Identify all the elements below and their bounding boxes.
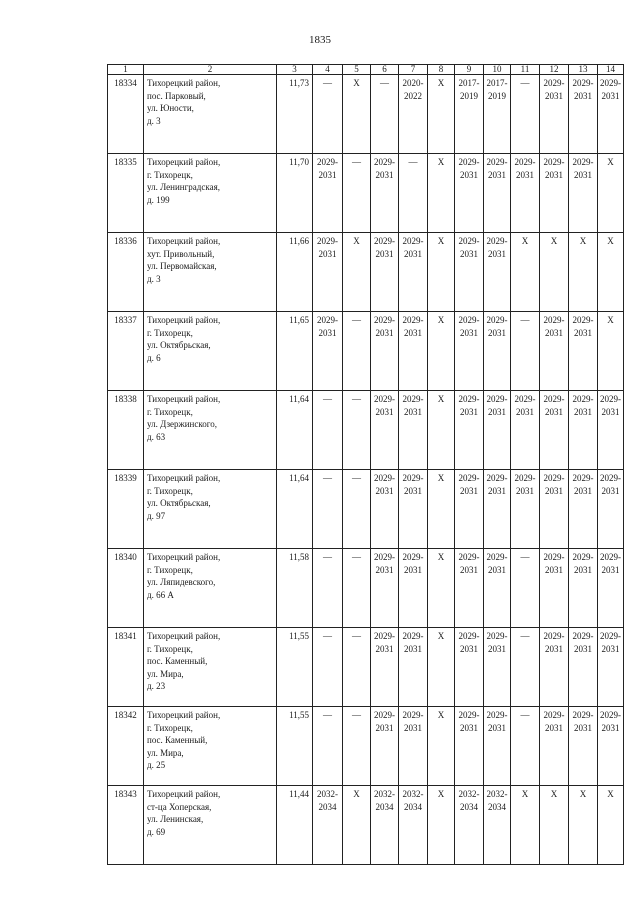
record-number: 18343 (108, 786, 144, 865)
period-cell: 2029- 2031 (371, 628, 399, 707)
column-number-header: 4 (313, 65, 343, 75)
area-value: 11,44 (277, 786, 313, 865)
column-number-header: 6 (371, 65, 399, 75)
period-cell: — (399, 154, 428, 233)
address-line: д. 69 (147, 826, 166, 837)
area-value: 11,55 (277, 628, 313, 707)
address-line: Тихорецкий район, (147, 157, 221, 167)
period-cell: 2029- 2031 (511, 470, 540, 549)
period-cell: 2029- 2031 (313, 312, 343, 391)
column-number-header: 13 (569, 65, 598, 75)
period-cell: 2029- 2031 (540, 549, 569, 628)
address-line: пос. Каменный, (147, 735, 208, 745)
address-line: Тихорецкий район, (147, 78, 221, 88)
period-cell: — (313, 391, 343, 470)
period-cell: X (428, 549, 455, 628)
column-number-header: 3 (277, 65, 313, 75)
period-cell: 2029- 2031 (569, 628, 598, 707)
period-cell: 2029- 2031 (569, 549, 598, 628)
address-cell (144, 75, 277, 154)
address-line: пос. Парковый, (147, 90, 206, 101)
period-cell: X (428, 154, 455, 233)
address-line: пос. Каменный, (147, 656, 208, 666)
period-cell: 2029- 2031 (399, 312, 428, 391)
area-value: 11,70 (277, 154, 313, 233)
address-cell (144, 786, 277, 865)
table-row (108, 154, 624, 233)
address-line: г. Тихорецк, (147, 722, 193, 733)
period-cell: 2029- 2031 (540, 75, 569, 154)
period-cell: 2032- 2034 (313, 786, 343, 865)
period-cell: X (598, 786, 624, 865)
column-number-header: 14 (598, 65, 624, 75)
period-cell: — (313, 75, 343, 154)
period-cell: — (511, 75, 540, 154)
period-cell: X (598, 233, 624, 312)
address-line: Тихорецкий район, (147, 315, 221, 325)
period-cell: 2029- 2031 (511, 154, 540, 233)
period-cell: X (569, 786, 598, 865)
address-line: г. Тихорецк, (147, 564, 193, 575)
register-table (107, 64, 624, 865)
period-cell: 2029- 2031 (598, 549, 624, 628)
address-line: г. Тихорецк, (147, 485, 193, 496)
period-cell: 2029- 2031 (569, 470, 598, 549)
column-number-header: 10 (484, 65, 511, 75)
column-number-header: 9 (455, 65, 484, 75)
area-value: 11,64 (277, 470, 313, 549)
period-cell: 2029- 2031 (598, 75, 624, 154)
period-cell: 2029- 2031 (484, 233, 511, 312)
period-cell: 2029- 2031 (371, 707, 399, 786)
table-row (108, 707, 624, 786)
address-line: Тихорецкий район, (147, 552, 221, 562)
period-cell: — (511, 312, 540, 391)
address-cell (144, 707, 277, 786)
column-number-header: 2 (144, 65, 277, 75)
period-cell: — (313, 628, 343, 707)
address-line: Тихорецкий район, (147, 789, 221, 799)
period-cell: 2029- 2031 (484, 312, 511, 391)
column-number-header: 12 (540, 65, 569, 75)
period-cell: X (428, 470, 455, 549)
period-cell: 2029- 2031 (313, 233, 343, 312)
period-cell: 2029- 2031 (399, 391, 428, 470)
period-cell: 2029- 2031 (371, 470, 399, 549)
address-line: Тихорецкий район, (147, 631, 221, 641)
record-number: 18342 (108, 707, 144, 786)
period-cell: X (511, 233, 540, 312)
period-cell: 2029- 2031 (455, 391, 484, 470)
period-cell: 2029- 2031 (540, 628, 569, 707)
period-cell: X (428, 391, 455, 470)
address-line: ул. Дзержинского, (147, 419, 217, 429)
record-number: 18335 (108, 154, 144, 233)
period-cell: 2029- 2031 (484, 707, 511, 786)
period-cell: X (598, 154, 624, 233)
period-cell: — (343, 707, 371, 786)
period-cell: X (428, 628, 455, 707)
address-line: д. 6 (147, 352, 161, 363)
period-cell: 2029- 2031 (540, 154, 569, 233)
address-line: г. Тихорецк, (147, 169, 193, 180)
period-cell: 2017- 2019 (484, 75, 511, 154)
period-cell: 2029- 2031 (399, 628, 428, 707)
period-cell: 2029- 2031 (371, 391, 399, 470)
address-line: д. 25 (147, 760, 166, 770)
column-number-header: 5 (343, 65, 371, 75)
address-line: г. Тихорецк, (147, 406, 193, 417)
header-row (108, 65, 624, 75)
address-line: д. 3 (147, 115, 161, 126)
period-cell: — (343, 391, 371, 470)
period-cell: X (428, 312, 455, 391)
column-number-header: 7 (399, 65, 428, 75)
period-cell: — (343, 470, 371, 549)
table-row (108, 786, 624, 865)
area-value: 11,73 (277, 75, 313, 154)
area-value: 11,64 (277, 391, 313, 470)
period-cell: X (343, 233, 371, 312)
period-cell: X (511, 786, 540, 865)
table-row (108, 75, 624, 154)
period-cell: 2029- 2031 (399, 233, 428, 312)
period-cell: 2029- 2031 (484, 628, 511, 707)
period-cell: X (428, 75, 455, 154)
period-cell: 2029- 2031 (540, 470, 569, 549)
address-line: ул. Октябрьская, (147, 340, 211, 350)
column-number-header: 8 (428, 65, 455, 75)
address-line: ул. Октябрьская, (147, 498, 211, 508)
table-row (108, 549, 624, 628)
period-cell: — (371, 75, 399, 154)
period-cell: X (540, 233, 569, 312)
record-number: 18336 (108, 233, 144, 312)
record-number: 18334 (108, 75, 144, 154)
address-line: г. Тихорецк, (147, 643, 193, 654)
period-cell: 2029- 2031 (371, 233, 399, 312)
period-cell: 2029- 2031 (598, 628, 624, 707)
column-number-header: 11 (511, 65, 540, 75)
period-cell: — (343, 549, 371, 628)
period-cell: — (343, 312, 371, 391)
period-cell: 2029- 2031 (569, 391, 598, 470)
address-line: д. 23 (147, 681, 166, 691)
period-cell: — (313, 470, 343, 549)
period-cell: — (313, 549, 343, 628)
address-cell (144, 549, 277, 628)
table-row (108, 312, 624, 391)
address-line: ул. Ленинградская, (147, 182, 220, 192)
address-line: д. 66 А (147, 589, 174, 600)
period-cell: X (428, 786, 455, 865)
address-line: ул. Ляпидевского, (147, 577, 216, 587)
period-cell: 2029- 2031 (399, 470, 428, 549)
period-cell: 2032- 2034 (399, 786, 428, 865)
record-number: 18340 (108, 549, 144, 628)
address-line: ул. Первомайская, (147, 261, 217, 271)
table-row (108, 391, 624, 470)
address-cell (144, 233, 277, 312)
period-cell: — (343, 628, 371, 707)
period-cell: 2029- 2031 (540, 312, 569, 391)
period-cell: — (343, 154, 371, 233)
address-line: д. 199 (147, 194, 170, 205)
address-line: г. Тихорецк, (147, 327, 193, 338)
period-cell: 2029- 2031 (484, 154, 511, 233)
address-cell (144, 312, 277, 391)
period-cell: X (343, 786, 371, 865)
period-cell: 2029- 2031 (484, 549, 511, 628)
period-cell: X (598, 312, 624, 391)
address-line: хут. Привольный, (147, 248, 215, 259)
address-line: ст-ца Хоперская, (147, 801, 212, 812)
area-value: 11,66 (277, 233, 313, 312)
period-cell: 2029- 2031 (455, 549, 484, 628)
period-cell: — (313, 707, 343, 786)
period-cell: 2029- 2031 (371, 312, 399, 391)
period-cell: 2029- 2031 (455, 707, 484, 786)
area-value: 11,65 (277, 312, 313, 391)
period-cell: 2032- 2034 (455, 786, 484, 865)
table-row (108, 470, 624, 549)
period-cell: 2029- 2031 (455, 233, 484, 312)
period-cell: 2020- 2022 (399, 75, 428, 154)
period-cell: X (428, 707, 455, 786)
address-line: Тихорецкий район, (147, 236, 221, 246)
address-line: Тихорецкий район, (147, 473, 221, 483)
period-cell: 2029- 2031 (598, 470, 624, 549)
address-line: д. 97 (147, 510, 166, 521)
address-line: ул. Мира, (147, 747, 184, 758)
record-number: 18338 (108, 391, 144, 470)
period-cell: 2029- 2031 (313, 154, 343, 233)
address-cell (144, 391, 277, 470)
address-cell (144, 628, 277, 707)
address-line: ул. Ленинская, (147, 814, 204, 824)
page-number: 1835 (309, 34, 331, 46)
area-value: 11,58 (277, 549, 313, 628)
record-number: 18337 (108, 312, 144, 391)
period-cell: 2029- 2031 (540, 391, 569, 470)
period-cell: 2029- 2031 (484, 470, 511, 549)
period-cell: 2029- 2031 (598, 707, 624, 786)
period-cell: 2029- 2031 (455, 470, 484, 549)
address-line: д. 3 (147, 273, 161, 284)
period-cell: 2029- 2031 (540, 707, 569, 786)
period-cell: 2032- 2034 (371, 786, 399, 865)
period-cell: X (540, 786, 569, 865)
period-cell: 2029- 2031 (399, 549, 428, 628)
address-line: ул. Юности, (147, 103, 194, 113)
address-line: Тихорецкий район, (147, 710, 221, 720)
table-row (108, 233, 624, 312)
period-cell: X (428, 233, 455, 312)
period-cell: 2029- 2031 (569, 707, 598, 786)
period-cell: X (569, 233, 598, 312)
record-number: 18341 (108, 628, 144, 707)
period-cell: 2029- 2031 (598, 391, 624, 470)
period-cell: 2029- 2031 (569, 154, 598, 233)
period-cell: — (511, 628, 540, 707)
address-line: Тихорецкий район, (147, 394, 221, 404)
area-value: 11,55 (277, 707, 313, 786)
period-cell: 2029- 2031 (371, 549, 399, 628)
period-cell: X (343, 75, 371, 154)
period-cell: — (511, 707, 540, 786)
record-number: 18339 (108, 470, 144, 549)
address-line: д. 63 (147, 431, 166, 442)
table-row (108, 628, 624, 707)
period-cell: 2029- 2031 (455, 628, 484, 707)
period-cell: 2029- 2031 (511, 391, 540, 470)
period-cell: 2029- 2031 (455, 154, 484, 233)
period-cell: 2029- 2031 (371, 154, 399, 233)
period-cell: 2029- 2031 (569, 75, 598, 154)
period-cell: 2032- 2034 (484, 786, 511, 865)
address-line: ул. Мира, (147, 668, 184, 679)
period-cell: 2029- 2031 (484, 391, 511, 470)
period-cell: — (511, 549, 540, 628)
address-cell (144, 470, 277, 549)
period-cell: 2029- 2031 (569, 312, 598, 391)
address-cell (144, 154, 277, 233)
column-number-header: 1 (108, 65, 144, 75)
period-cell: 2029- 2031 (399, 707, 428, 786)
period-cell: 2029- 2031 (455, 312, 484, 391)
period-cell: 2017- 2019 (455, 75, 484, 154)
